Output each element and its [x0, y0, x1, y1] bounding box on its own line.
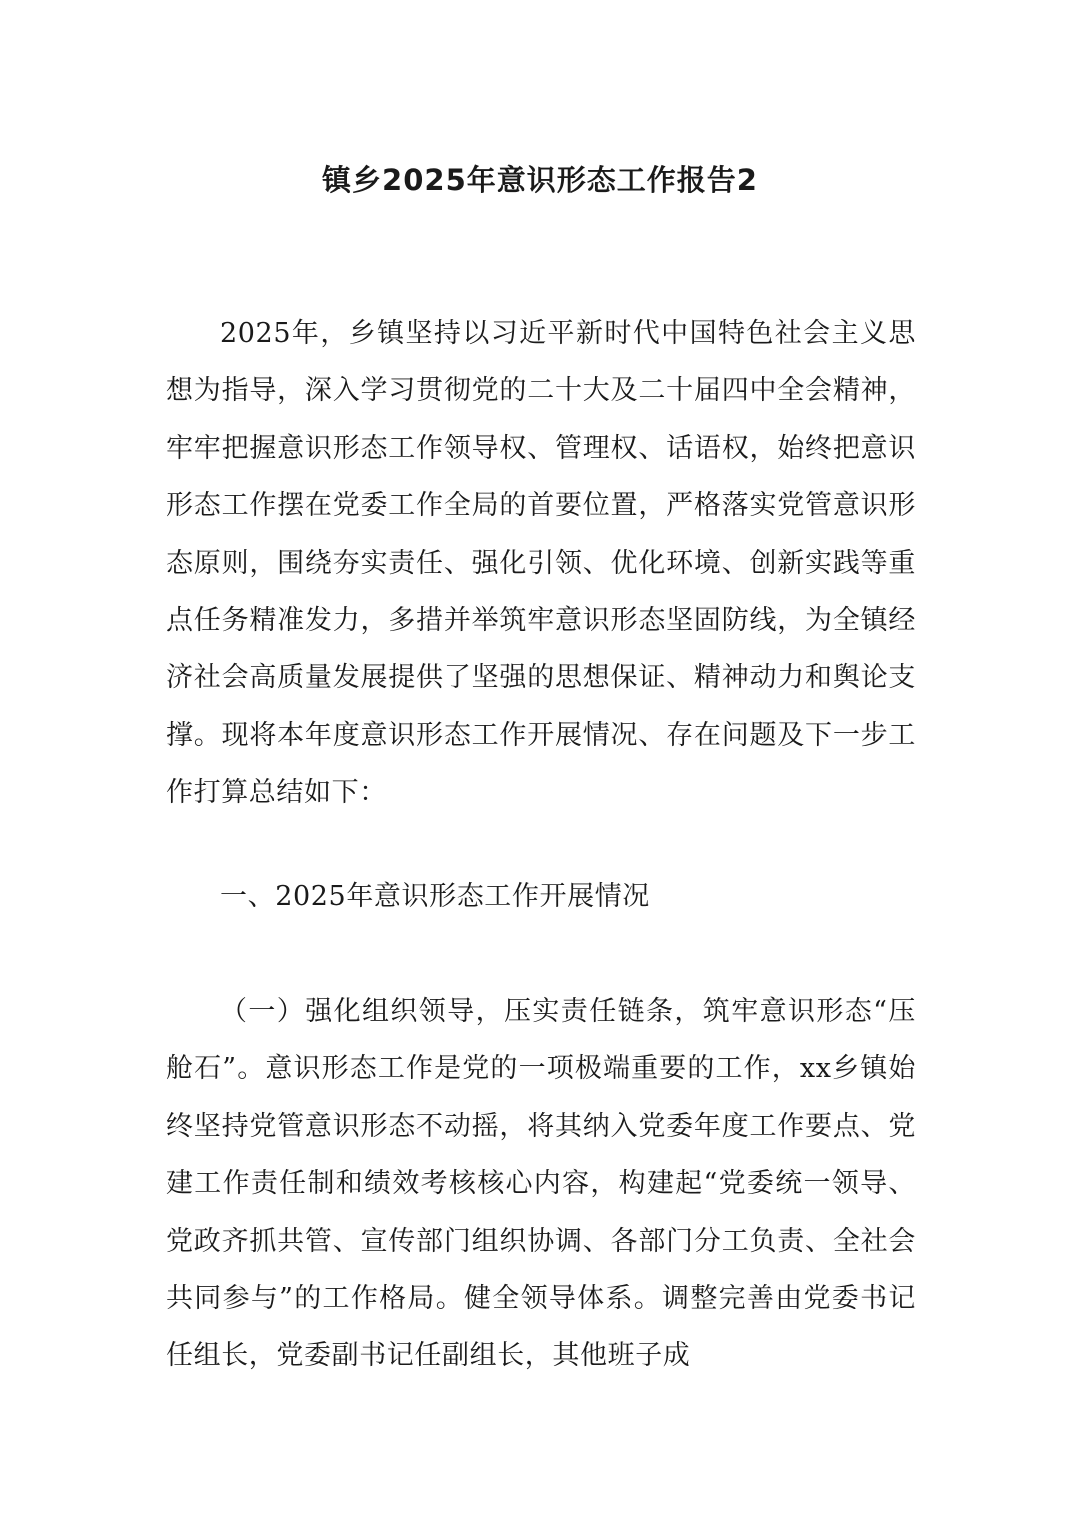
- section-heading: 一、2025年意识形态工作开展情况: [220, 881, 650, 912]
- intro-paragraph: 2025年，乡镇坚持以习近平新时代中国特色社会主义思想为指导，深入学习贯彻党的二十大及二十届四中全会精神，牢牢把握意识形态工作领导权、管理权、话语权，始终把意识形态工作摆在党委工作全局的首要位置，严格落实党管意识形态原则，围绕夯实责任、强化引领、优化环境、创新实践等重点任务精准发力，多措并举筑牢意识形态坚固防线，为全镇经济社会高质量发展提供了坚强的思想保证、精神动力和舆论支撑。现将本年度意识形态工作开展情况、存在问题及下一步工作打算总结如下：: [166, 318, 916, 809]
- document-title: 镇乡2025年意识形态工作报告2: [322, 163, 758, 198]
- body-paragraph: （一）强化组织领导，压实责任链条，筑牢意识形态“压舱石”。意识形态工作是党的一项极端重要的工作，xx乡镇始终坚持党管意识形态不动摇，将其纳入党委年度工作要点、党建工作责任制和绩效考核核心内容，构建起“党委统一领导、党政齐抓共管、宣传部门组织协调、各部门分工负责、全社会共同参与”的工作格局。健全领导体系。调整完善由党委书记任组长，党委副书记任副组长，其他班子成: [166, 996, 916, 1372]
